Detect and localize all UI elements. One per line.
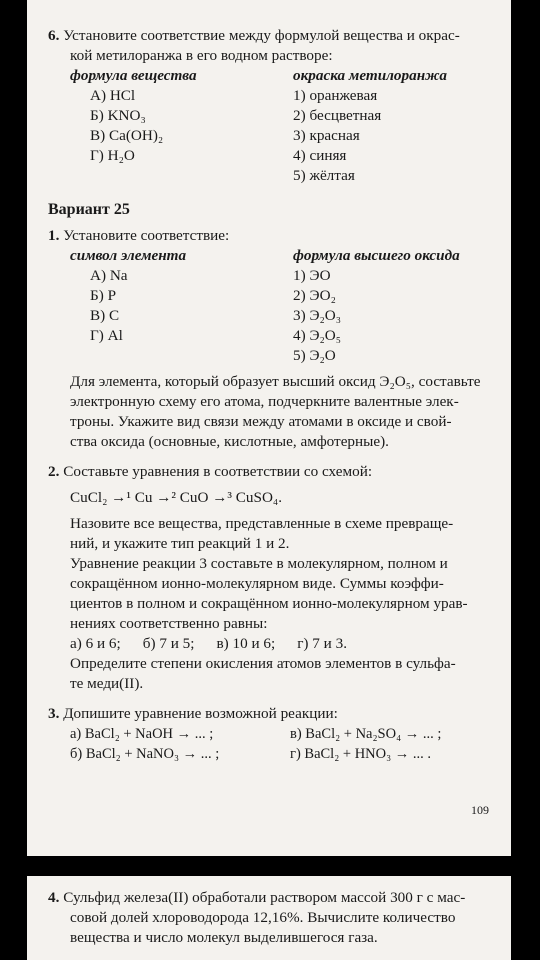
next-page-content xyxy=(48,888,498,948)
task3-text: Допишите уравнение возможной реакции: xyxy=(63,705,338,722)
task4-number: 4. xyxy=(48,889,60,906)
task2-number: 2. xyxy=(48,463,60,480)
task1-col2-header: формула высшего оксида xyxy=(293,247,460,264)
task6-right: 2) бесцветная xyxy=(293,107,382,124)
answer-options xyxy=(48,634,498,654)
task6-line1 xyxy=(48,26,498,46)
task2-para2-line: нениях соответственно равны: xyxy=(70,615,268,632)
task6-left: А) HCl xyxy=(90,87,136,104)
task6-col2-header: окраска метилоранжа xyxy=(293,67,447,84)
variant-heading: Вариант 25 xyxy=(48,201,130,218)
task4-line xyxy=(48,888,498,908)
task1-right: 3) Э₂О₃ xyxy=(293,307,342,324)
answer-option: в) 10 и 6; xyxy=(216,635,276,652)
task1-text: Установите соответствие: xyxy=(63,227,230,244)
equation-row xyxy=(48,744,498,764)
task1-table-header xyxy=(48,246,498,266)
equation: в) BaCl₂ + Na₂SO₄ → ... ; xyxy=(290,726,442,742)
task6-left: Г) H₂O xyxy=(90,147,135,164)
task1-para-line: троны. Укажите вид связи между атомами в оксиде и свой- xyxy=(70,413,452,430)
task6-right: 3) красная xyxy=(293,127,360,144)
task1-left xyxy=(48,346,293,366)
task4-line: совой долей хлороводорода 12,16%. Вычислите количество xyxy=(70,909,456,926)
task2-text: Составьте уравнения в соответствии со схемой: xyxy=(63,463,373,480)
equation: б) BaCl₂ + NaNO₃ → ... ; xyxy=(70,746,220,762)
task6-left xyxy=(48,166,293,186)
task1-right: 5) Э₂О xyxy=(293,347,336,364)
page-number: 109 xyxy=(471,803,489,817)
next-page xyxy=(27,876,511,960)
task2-para1-line: ний, и укажите тип реакций 1 и 2. xyxy=(70,535,290,552)
task4-text: Сульфид железа(II) обработали раствором массой 300 г с мас- xyxy=(63,889,466,906)
task2-line xyxy=(48,462,498,482)
task1-right: 2) ЭО₂ xyxy=(293,287,336,304)
task1-col1-header: символ элемента xyxy=(70,247,187,264)
task2-para3-line: те меди(II). xyxy=(70,675,144,692)
answer-option: а) 6 и 6; xyxy=(70,635,121,652)
table-row xyxy=(48,106,498,126)
table-row xyxy=(48,146,498,166)
task2-para2-line: Уравнение реакции 3 составьте в молекулярном, полном и xyxy=(70,555,448,572)
task1-left: Б) P xyxy=(90,287,117,304)
task6-right: 1) оранжевая xyxy=(293,87,378,104)
task3-number: 3. xyxy=(48,705,60,722)
textbook-page xyxy=(27,0,511,856)
task2-para2-line: сокращённом ионно-молекулярном виде. Суммы коэффи- xyxy=(70,575,444,592)
task4-line: вещества и число молекул выделившегося газа. xyxy=(70,929,378,946)
table-row xyxy=(48,306,498,326)
task1-para-line: ства оксида (основные, кислотные, амфотерные). xyxy=(70,433,389,450)
table-row xyxy=(48,326,498,346)
task6-line2: кой метилоранжа в его водном растворе: xyxy=(70,47,333,64)
equation: а) BaCl₂ + NaOH → ... ; xyxy=(70,726,214,742)
task1-right: 1) ЭО xyxy=(293,267,331,284)
table-row xyxy=(48,86,498,106)
task1-para-line: Для элемента, который образует высший оксид Э₂О₅, составьте xyxy=(70,373,481,390)
task6-col1-header: формула вещества xyxy=(70,67,197,84)
task2-para2-line: циентов в полном и сокращённом ионно-молекулярном урав- xyxy=(70,595,468,612)
task6-right: 4) синяя xyxy=(293,147,347,164)
task6-left: В) Ca(OH)₂ xyxy=(90,127,164,144)
table-row xyxy=(48,166,498,186)
table-row xyxy=(48,126,498,146)
task1-line xyxy=(48,226,498,246)
task6-text1: Установите соответствие между формулой вещества и окрас- xyxy=(63,27,460,44)
task3-line xyxy=(48,704,498,724)
task1-left: Г) Al xyxy=(90,327,123,344)
task6-number: 6. xyxy=(48,27,60,44)
task1-right: 4) Э₂О₅ xyxy=(293,327,342,344)
table-row xyxy=(48,346,498,366)
task6-right: 5) жёлтая xyxy=(293,167,355,184)
reaction-scheme: CuCl₂ →¹ Cu →² CuO →³ CuSO₄. xyxy=(70,489,283,506)
answer-option: б) 7 и 5; xyxy=(142,635,195,652)
task1-para-line: электронную схему его атома, подчеркните валентные элек- xyxy=(70,393,459,410)
task2-para3-line: Определите степени окисления атомов элементов в сульфа- xyxy=(70,655,456,672)
page-content xyxy=(48,26,498,764)
task6-left: Б) KNO₃ xyxy=(90,107,146,124)
table-row xyxy=(48,266,498,286)
task1-number: 1. xyxy=(48,227,60,244)
answer-option: г) 7 и 3. xyxy=(297,635,347,652)
task1-left: В) C xyxy=(90,307,120,324)
equation: г) BaCl₂ + HNO₃ → ... . xyxy=(290,746,432,762)
task1-left: А) Na xyxy=(90,267,128,284)
table-row xyxy=(48,286,498,306)
task6-table-header xyxy=(48,66,498,86)
equation-row xyxy=(48,724,498,744)
task2-para1-line: Назовите все вещества, представленные в схеме превраще- xyxy=(70,515,454,532)
